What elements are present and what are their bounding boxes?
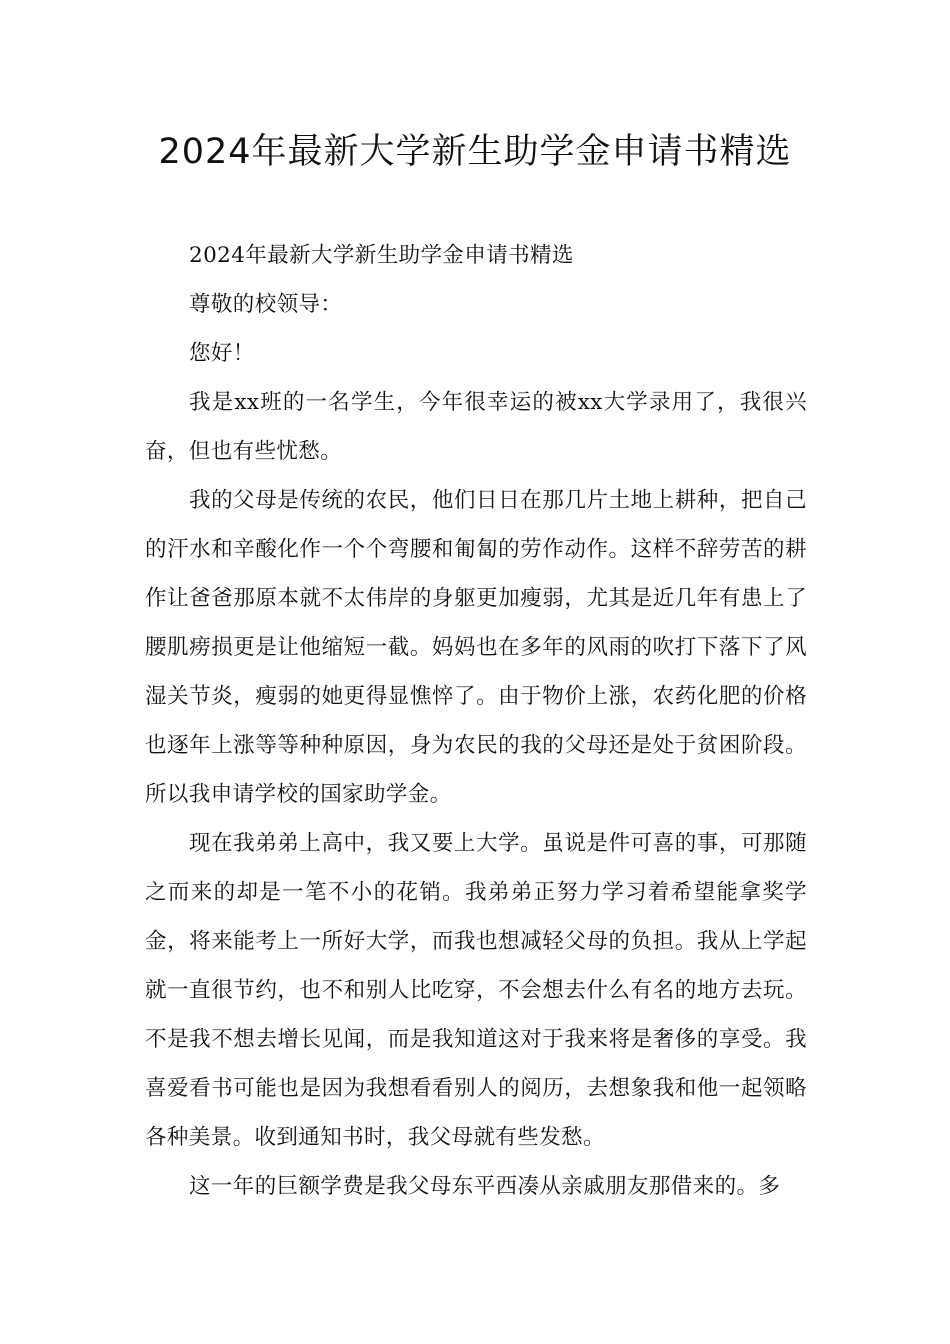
paragraph-greeting: 您好！	[189, 341, 255, 366]
document-body	[145, 231, 807, 1211]
paragraph-subtitle: 2024年最新大学新生助学金申请书精选	[189, 243, 574, 268]
document-title: 2024年最新大学新生助学金申请书精选	[158, 132, 792, 172]
paragraph-tuition: 这一年的巨额学费是我父母东平西凑从亲戚朋友那借来的。多	[189, 1174, 781, 1199]
paragraph-salutation: 尊敬的校领导：	[189, 292, 343, 317]
paragraph-family-background: 我的父母是传统的农民，他们日日在那几片土地上耕种，把自己的汗水和辛酸化作一个个弯腰和匍匐的劳作动作。这样不辞劳苦的耕作让爸爸那原本就不太伟岸的身躯更加瘦弱，尤其是近几年有患上了腰肌痨损更是让他缩短一截。妈妈也在多年的风雨的吹打下落下了风湿关节炎，瘦弱的她更得显憔悴了。由于物价上涨，农药化肥的价格也逐年上涨等等种种原因，身为农民的我的父母还是处于贫困阶段。所以我申请学校的国家助学金。	[145, 488, 807, 807]
paragraph-intro: 我是xx班的一名学生，今年很幸运的被xx大学录用了，我很兴奋，但也有些忧愁。	[145, 390, 807, 464]
paragraph-brother-and-expenses: 现在我弟弟上高中，我又要上大学。虽说是件可喜的事，可那随之而来的却是一笔不小的花销。我弟弟正努力学习着希望能拿奖学金，将来能考上一所好大学，而我也想减轻父母的负担。我从上学起就一直很节约，也不和别人比吃穿，不会想去什么有名的地方去玩。不是我不想去增长见闻，而是我知道这对于我来将是奢侈的享受。我喜爱看书可能也是因为我想看看别人的阅历，去想象我和他一起领略各种美景。收到通知书时，我父母就有些发愁。	[145, 831, 807, 1150]
